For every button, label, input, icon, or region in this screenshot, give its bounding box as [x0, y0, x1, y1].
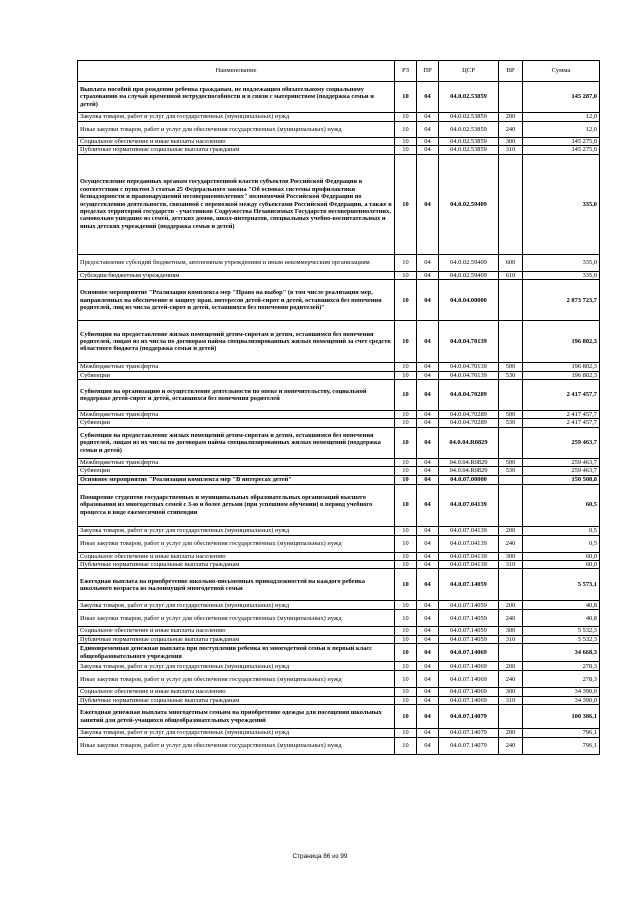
table-row [78, 484, 600, 526]
row-csr: 04.0.02.53859 [439, 82, 499, 113]
row-csr: 04.0.07.04139 [439, 535, 499, 552]
row-csr: 04.0.07.14069 [439, 662, 499, 671]
row-pr: 04 [417, 561, 439, 569]
table-row [78, 380, 600, 411]
row-sum: 278,3 [523, 662, 600, 671]
table-row [78, 271, 600, 279]
row-csr: 04.0.04.00000 [439, 280, 499, 321]
row-rz: 10 [395, 696, 417, 704]
row-vr: 310 [499, 696, 523, 704]
row-rz: 10 [395, 254, 417, 271]
row-sum: 34 668,3 [523, 644, 600, 662]
row-pr: 04 [417, 280, 439, 321]
row-pr: 04 [417, 601, 439, 610]
row-sum: 278,3 [523, 671, 600, 688]
row-sum: 2 417 457,7 [523, 411, 600, 419]
row-csr: 04.0.04.70289 [439, 419, 499, 427]
table-row [78, 138, 600, 146]
header-pr: ПР [417, 61, 439, 82]
table-row [78, 146, 600, 154]
row-pr: 04 [417, 467, 439, 475]
row-pr: 04 [417, 705, 439, 729]
row-sum: 12,0 [523, 122, 600, 138]
row-csr: 04.0.07.14069 [439, 688, 499, 696]
row-rz: 10 [395, 484, 417, 526]
row-rz: 10 [395, 535, 417, 552]
row-vr: 310 [499, 146, 523, 154]
table-row [78, 705, 600, 729]
row-csr: 04.0.04.70139 [439, 371, 499, 379]
row-vr: 600 [499, 254, 523, 271]
row-vr: 310 [499, 635, 523, 643]
row-name: Субвенции [78, 467, 395, 475]
row-sum: 0,5 [523, 526, 600, 535]
table-row [78, 280, 600, 321]
table-row [78, 113, 600, 122]
row-sum: 259 463,7 [523, 467, 600, 475]
table-row [78, 688, 600, 696]
row-csr: 04.0.02.53859 [439, 146, 499, 154]
row-csr: 04.0.07.00000 [439, 475, 499, 484]
row-sum: 0,5 [523, 535, 600, 552]
row-name: Социальное обеспечение и иные выплаты населению [78, 552, 395, 560]
row-vr: 500 [499, 363, 523, 371]
row-name: Единовременная денежная выплата при поступлении ребенка из многодетной семьи в первый класс общеобразовательного учреждения [78, 644, 395, 662]
row-vr [499, 644, 523, 662]
table-row [78, 738, 600, 755]
row-name: Ежегодная выплата на приобретение школьно-письменных принадлежностей на каждого ребенка школьного возраста из малоимущей многодетной семьи [78, 569, 395, 601]
row-name: Субвенции [78, 371, 395, 379]
row-sum: 12,0 [523, 113, 600, 122]
table-row [78, 321, 600, 363]
row-csr: 04.0.07.14079 [439, 738, 499, 755]
table-row [78, 475, 600, 484]
row-rz: 10 [395, 738, 417, 755]
row-name: Иные закупки товаров, работ и услуг для обеспечения государственных (муниципальных) нужд [78, 610, 395, 627]
row-sum: 5 532,3 [523, 635, 600, 643]
row-sum: 34 390,0 [523, 696, 600, 704]
row-name: Поощрение студентов государственных и муниципальных образовательных организаций высшего образования из многодетных семей с 3-ю и более детьми (при успешном обучении) в период учебного процесса в виде ежемесячной стипендии [78, 484, 395, 526]
table-row [78, 635, 600, 643]
row-pr: 04 [417, 154, 439, 254]
row-rz: 10 [395, 705, 417, 729]
row-vr: 200 [499, 662, 523, 671]
row-name: Межбюджетные трансферты [78, 363, 395, 371]
row-name: Публичные нормативные социальные выплаты гражданам [78, 635, 395, 643]
table-row [78, 411, 600, 419]
table-row [78, 610, 600, 627]
row-vr [499, 82, 523, 113]
table-header-row [78, 61, 600, 82]
table-row [78, 467, 600, 475]
row-vr: 300 [499, 138, 523, 146]
row-csr: 04.0.07.14079 [439, 705, 499, 729]
row-pr: 04 [417, 610, 439, 627]
row-csr: 04.0.04.70289 [439, 380, 499, 411]
row-vr: 530 [499, 419, 523, 427]
row-pr: 04 [417, 254, 439, 271]
row-csr: 04.0.07.14069 [439, 644, 499, 662]
row-csr: 04.0.02.53859 [439, 122, 499, 138]
table-body [78, 82, 600, 755]
row-sum: 40,8 [523, 610, 600, 627]
row-pr: 04 [417, 271, 439, 279]
row-name: Субвенции на предоставление жилых помещений детям-сиротам и детям, оставшимся без попечения родителей, лицам из их числа по договорам найма специализированных жилых помещений за счет средств областного бюджета (поддержка семьи и детей) [78, 321, 395, 363]
row-rz: 10 [395, 82, 417, 113]
row-rz: 10 [395, 419, 417, 427]
row-rz: 10 [395, 427, 417, 458]
row-csr: 04.0.04.70139 [439, 321, 499, 363]
row-vr: 310 [499, 561, 523, 569]
row-pr: 04 [417, 146, 439, 154]
row-pr: 04 [417, 552, 439, 560]
row-vr: 240 [499, 610, 523, 627]
row-pr: 04 [417, 526, 439, 535]
header-vr: ВР [499, 61, 523, 82]
row-csr: 04.0.07.14059 [439, 635, 499, 643]
row-name: Социальное обеспечение и иные выплаты населению [78, 627, 395, 635]
row-rz: 10 [395, 271, 417, 279]
row-name: Публичные нормативные социальные выплаты гражданам [78, 696, 395, 704]
row-name: Субвенции [78, 419, 395, 427]
row-sum: 259 463,7 [523, 427, 600, 458]
row-sum: 796,1 [523, 729, 600, 738]
row-vr: 300 [499, 627, 523, 635]
row-csr: 04.0.04.70139 [439, 363, 499, 371]
row-rz: 10 [395, 380, 417, 411]
table-row [78, 569, 600, 601]
row-pr: 04 [417, 535, 439, 552]
row-sum: 40,8 [523, 601, 600, 610]
table-row [78, 552, 600, 560]
row-csr: 04.0.04.R0829 [439, 458, 499, 466]
row-name: Межбюджетные трансферты [78, 411, 395, 419]
row-name: Осуществление переданных органам государственной власти субъектов Российской Федерации в соответствии с пунктом 3 статьи 25 Федерального закона "Об основах системы профилактики безнадзорности и правонарушений несовершеннолетних" полномочий Российской Федерации по осуществлению деятельности, связанной с перевозкой между субъектами Российской Федерации, а также в пределах территорий государств - участников Содружества Независимых Государств несовершеннолетних, самовольно ушедших из семей, детских домов, школ-интернатов, специальных учебно-воспитательных и иных детских учреждений (поддержка семьи и детей) [78, 154, 395, 254]
table-row [78, 82, 600, 113]
row-csr: 04.0.07.14069 [439, 696, 499, 704]
page-number: Страница 86 из 99 [292, 853, 348, 860]
table-row [78, 363, 600, 371]
row-rz: 10 [395, 113, 417, 122]
row-pr: 04 [417, 475, 439, 484]
row-name: Закупка товаров, работ и услуг для государственных (муниципальных) нужд [78, 601, 395, 610]
row-vr: 500 [499, 458, 523, 466]
row-pr: 04 [417, 419, 439, 427]
row-csr: 04.0.07.04139 [439, 484, 499, 526]
row-vr [499, 154, 523, 254]
row-sum: 60,5 [523, 484, 600, 526]
row-vr: 610 [499, 271, 523, 279]
table-row [78, 729, 600, 738]
table-row [78, 154, 600, 254]
row-pr: 04 [417, 113, 439, 122]
row-vr [499, 569, 523, 601]
row-vr: 240 [499, 122, 523, 138]
row-rz: 10 [395, 154, 417, 254]
header-csr: ЦСР [439, 61, 499, 82]
row-csr: 04.0.02.53859 [439, 113, 499, 122]
row-pr: 04 [417, 484, 439, 526]
row-csr: 04.0.07.14079 [439, 729, 499, 738]
row-rz: 10 [395, 561, 417, 569]
row-vr: 200 [499, 601, 523, 610]
row-vr: 240 [499, 535, 523, 552]
row-vr [499, 280, 523, 321]
row-name: Социальное обеспечение и иные выплаты населению [78, 138, 395, 146]
row-sum: 145 275,0 [523, 138, 600, 146]
row-name: Публичные нормативные социальные выплаты гражданам [78, 146, 395, 154]
budget-table [77, 60, 600, 755]
row-name: Публичные нормативные социальные выплаты гражданам [78, 561, 395, 569]
row-csr: 04.0.02.59409 [439, 271, 499, 279]
row-sum: 5 573,1 [523, 569, 600, 601]
table-row [78, 561, 600, 569]
row-vr: 240 [499, 671, 523, 688]
row-sum: 196 802,3 [523, 363, 600, 371]
row-vr [499, 705, 523, 729]
row-vr: 240 [499, 738, 523, 755]
row-rz: 10 [395, 671, 417, 688]
row-pr: 04 [417, 696, 439, 704]
row-pr: 04 [417, 138, 439, 146]
row-rz: 10 [395, 601, 417, 610]
row-name: Выплата пособий при рождении ребенка гражданам, не подлежащим обязательному социальному страхованию на случай временной нетрудоспособности и в связи с материнством (поддержка семьи и детей) [78, 82, 395, 113]
row-rz: 10 [395, 411, 417, 419]
table-row [78, 601, 600, 610]
table-row [78, 254, 600, 271]
row-sum: 60,0 [523, 561, 600, 569]
row-rz: 10 [395, 627, 417, 635]
row-sum: 2 417 457,7 [523, 419, 600, 427]
row-rz: 10 [395, 635, 417, 643]
row-pr: 04 [417, 635, 439, 643]
row-pr: 04 [417, 738, 439, 755]
header-name: Наименование [78, 61, 395, 82]
row-rz: 10 [395, 321, 417, 363]
row-csr: 04.0.07.04139 [439, 561, 499, 569]
row-rz: 10 [395, 371, 417, 379]
header-rz: РЗ [395, 61, 417, 82]
row-name: Закупка товаров, работ и услуг для государственных (муниципальных) нужд [78, 526, 395, 535]
row-sum: 60,0 [523, 552, 600, 560]
table-row [78, 662, 600, 671]
row-name: Ежегодная денежная выплата многодетным семьям на приобретение одежды для посещения школьных занятий для детей-учащихся общеобразовательных учреждений [78, 705, 395, 729]
row-sum: 335,0 [523, 254, 600, 271]
row-sum: 335,0 [523, 154, 600, 254]
table-row [78, 696, 600, 704]
row-pr: 04 [417, 82, 439, 113]
row-csr: 04.0.02.59409 [439, 154, 499, 254]
row-pr: 04 [417, 458, 439, 466]
row-rz: 10 [395, 526, 417, 535]
row-sum: 796,1 [523, 738, 600, 755]
row-vr: 530 [499, 467, 523, 475]
row-vr: 300 [499, 552, 523, 560]
row-pr: 04 [417, 321, 439, 363]
table-row [78, 671, 600, 688]
row-rz: 10 [395, 280, 417, 321]
row-pr: 04 [417, 427, 439, 458]
row-pr: 04 [417, 363, 439, 371]
row-rz: 10 [395, 138, 417, 146]
table-row [78, 644, 600, 662]
row-rz: 10 [395, 467, 417, 475]
row-pr: 04 [417, 371, 439, 379]
table-row [78, 526, 600, 535]
row-name: Закупка товаров, работ и услуг для государственных (муниципальных) нужд [78, 113, 395, 122]
row-pr: 04 [417, 662, 439, 671]
row-name: Субсидии бюджетным учреждениям [78, 271, 395, 279]
row-rz: 10 [395, 644, 417, 662]
row-vr [499, 380, 523, 411]
row-name: Межбюджетные трансферты [78, 458, 395, 466]
table-row [78, 371, 600, 379]
row-vr: 200 [499, 113, 523, 122]
row-vr: 530 [499, 371, 523, 379]
row-csr: 04.0.07.14059 [439, 610, 499, 627]
row-pr: 04 [417, 671, 439, 688]
row-rz: 10 [395, 122, 417, 138]
row-rz: 10 [395, 146, 417, 154]
row-vr [499, 427, 523, 458]
row-csr: 04.0.07.14059 [439, 601, 499, 610]
row-pr: 04 [417, 411, 439, 419]
row-name: Социальное обеспечение и иные выплаты населению [78, 688, 395, 696]
row-csr: 04.0.07.04139 [439, 552, 499, 560]
row-name: Закупка товаров, работ и услуг для государственных (муниципальных) нужд [78, 662, 395, 671]
row-rz: 10 [395, 569, 417, 601]
row-pr: 04 [417, 688, 439, 696]
row-csr: 04.0.04.R0829 [439, 467, 499, 475]
table-row [78, 427, 600, 458]
row-vr: 300 [499, 688, 523, 696]
row-name: Иные закупки товаров, работ и услуг для обеспечения государственных (муниципальных) нужд [78, 671, 395, 688]
row-pr: 04 [417, 644, 439, 662]
row-pr: 04 [417, 729, 439, 738]
row-name: Основное мероприятие "Реализация комплекса мер "Право на выбор" (в том числе реализация мер, направленных на обеспечение и защиту прав, интересов детей-сирот и детей, оставшихся без попечения родителей, лиц из числа детей-сирот и детей, оставшихся без попечения родителей)" [78, 280, 395, 321]
row-sum: 150 508,8 [523, 475, 600, 484]
row-vr: 500 [499, 411, 523, 419]
table-row [78, 535, 600, 552]
row-pr: 04 [417, 380, 439, 411]
row-sum: 145 275,0 [523, 146, 600, 154]
row-pr: 04 [417, 122, 439, 138]
row-sum: 2 873 723,7 [523, 280, 600, 321]
row-sum: 196 802,3 [523, 321, 600, 363]
row-csr: 04.0.04.70289 [439, 411, 499, 419]
row-name: Основное мероприятие "Реализация комплекса мер "В интересах детей" [78, 475, 395, 484]
table-row [78, 627, 600, 635]
row-name: Предоставление субсидий бюджетным, автономным учреждениям и иным некоммерческим организациям [78, 254, 395, 271]
row-name: Субвенции на организацию и осуществление деятельности по опеке и попечительству, социальной поддержке детей-сирот и детей, оставшихся без попечения родителей [78, 380, 395, 411]
row-csr: 04.0.02.59409 [439, 254, 499, 271]
row-vr [499, 484, 523, 526]
table-row [78, 458, 600, 466]
header-sum: Сумма [523, 61, 600, 82]
row-vr: 200 [499, 729, 523, 738]
row-sum: 259 463,7 [523, 458, 600, 466]
row-pr: 04 [417, 627, 439, 635]
row-vr: 200 [499, 526, 523, 535]
row-csr: 04.0.07.14069 [439, 671, 499, 688]
row-rz: 10 [395, 610, 417, 627]
row-sum: 2 417 457,7 [523, 380, 600, 411]
row-name: Иные закупки товаров, работ и услуг для обеспечения государственных (муниципальных) нужд [78, 122, 395, 138]
row-rz: 10 [395, 688, 417, 696]
row-csr: 04.0.07.14059 [439, 627, 499, 635]
row-vr [499, 475, 523, 484]
row-sum: 5 532,3 [523, 627, 600, 635]
row-name: Иные закупки товаров, работ и услуг для обеспечения государственных (муниципальных) нужд [78, 738, 395, 755]
row-vr [499, 321, 523, 363]
row-sum: 145 287,0 [523, 82, 600, 113]
row-csr: 04.0.07.04139 [439, 526, 499, 535]
row-rz: 10 [395, 729, 417, 738]
row-rz: 10 [395, 662, 417, 671]
row-name: Иные закупки товаров, работ и услуг для обеспечения государственных (муниципальных) нужд [78, 535, 395, 552]
row-sum: 196 802,3 [523, 371, 600, 379]
row-sum: 335,0 [523, 271, 600, 279]
row-sum: 100 386,1 [523, 705, 600, 729]
row-csr: 04.0.04.R0829 [439, 427, 499, 458]
row-rz: 10 [395, 458, 417, 466]
row-rz: 10 [395, 552, 417, 560]
table-row [78, 122, 600, 138]
row-name: Субвенции на предоставление жилых помещений детям-сиротам и детям, оставшимся без попечения родителей, лицам из их числа по договорам найма специализированных жилых помещений (поддержка семьи и детей) [78, 427, 395, 458]
row-csr: 04.0.07.14059 [439, 569, 499, 601]
row-rz: 10 [395, 475, 417, 484]
table-row [78, 419, 600, 427]
row-sum: 34 390,0 [523, 688, 600, 696]
row-csr: 04.0.02.53859 [439, 138, 499, 146]
row-rz: 10 [395, 363, 417, 371]
row-name: Закупка товаров, работ и услуг для государственных (муниципальных) нужд [78, 729, 395, 738]
row-pr: 04 [417, 569, 439, 601]
